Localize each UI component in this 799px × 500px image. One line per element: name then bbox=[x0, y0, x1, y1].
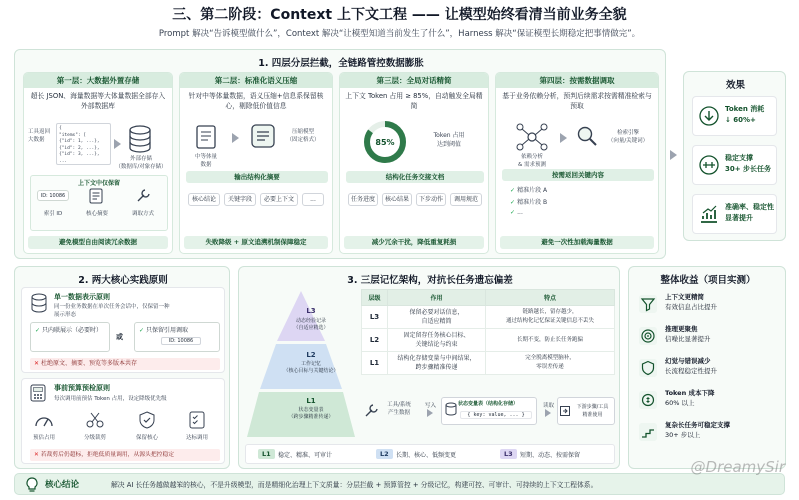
database-icon bbox=[30, 293, 48, 313]
scissors-icon bbox=[86, 411, 104, 429]
benefit-title: 上下文更精简 bbox=[665, 293, 704, 301]
next-label: 下游步骤/工具 精准使用 bbox=[576, 404, 609, 418]
effect-text: 准确率、稳定性 显著提升 bbox=[725, 203, 774, 222]
layer2-head: 第二层：标准化语义压缩 bbox=[180, 73, 332, 88]
role-cell: 固定留存任务核心目标、 关键结论与约束 bbox=[388, 329, 486, 352]
legend-badge-l1: L1 bbox=[258, 449, 275, 459]
check-icon: ✓ bbox=[510, 199, 518, 206]
model-label: 压缩模型 （固定格式） bbox=[286, 129, 320, 143]
reference-label: 只保留引用调取 bbox=[145, 327, 188, 334]
x-icon: ✕ bbox=[34, 360, 40, 367]
state-store-box bbox=[441, 397, 537, 425]
fragment-item bbox=[510, 197, 547, 206]
principle2-title: 事前预算预检原则 bbox=[54, 384, 110, 392]
network-icon bbox=[516, 123, 548, 151]
principle2-box bbox=[21, 378, 225, 464]
arrow-box-icon bbox=[560, 406, 570, 416]
checklist-icon bbox=[188, 411, 206, 429]
arrow-icon bbox=[670, 150, 677, 160]
chip: 核心结论 bbox=[188, 193, 220, 206]
principle1-bad bbox=[30, 358, 220, 370]
inline-label: 只内联展示（必要时） bbox=[41, 327, 102, 334]
layer2-card bbox=[179, 72, 333, 254]
kv-label: { key: value, ... } bbox=[460, 411, 532, 419]
layer4-head: 第四层：按需数据调取 bbox=[496, 73, 658, 88]
layer2-output-title: 输出结构化摘要 bbox=[186, 171, 328, 183]
page-title: 三、第二阶段：Context 上下文工程 —— 让模型始终看清当前业务全貌 bbox=[172, 7, 627, 23]
layer3-foot: 减少冗余干扰，降低重复耗损 bbox=[344, 236, 484, 249]
layer1-input-label: 工具返回 大数据 bbox=[28, 129, 51, 143]
effect-text: Token 消耗 ↓ 60%+ bbox=[725, 105, 765, 124]
keep-title: 上下文中仅保留 bbox=[77, 180, 120, 187]
table-row bbox=[362, 329, 615, 352]
watermark: @DreamySir bbox=[690, 458, 785, 476]
pyramid-l3-label: 动态经验记录 （自适应精选） bbox=[293, 318, 329, 331]
inline-option bbox=[30, 322, 110, 352]
down-arrow-icon bbox=[699, 106, 719, 126]
json-line: { bbox=[59, 126, 62, 131]
steps-icon bbox=[639, 423, 657, 441]
shield-icon bbox=[639, 359, 657, 377]
trait-cell: 完全脱离模型脑补， 零误差传递 bbox=[486, 352, 615, 375]
token-gauge bbox=[362, 119, 408, 165]
table-row bbox=[362, 352, 615, 375]
memory-table bbox=[361, 289, 615, 375]
benefit-text: 有效信息占比提升 bbox=[665, 303, 717, 311]
table-header: 作用 bbox=[388, 290, 486, 306]
effect-title: 效果 bbox=[725, 80, 745, 91]
layer1-desc: 超长 JSON、海量数据等大体量数据全部存入外部数据库 bbox=[30, 92, 166, 110]
layer3-card bbox=[339, 72, 489, 254]
id-sample: ID: 10086 bbox=[37, 190, 69, 201]
lightbulb-icon bbox=[25, 477, 39, 493]
benefit-item bbox=[639, 324, 775, 350]
arrow-icon bbox=[114, 139, 121, 149]
benefit-item bbox=[639, 388, 775, 414]
benefit-title: Token 成本下降 bbox=[665, 389, 715, 397]
role-cell: 保留必要对话信息， 自适应精简 bbox=[388, 306, 486, 329]
growth-chart-icon bbox=[699, 204, 719, 224]
step-label: 分级裁剪 bbox=[83, 435, 106, 441]
json-snippet bbox=[56, 123, 111, 165]
check-icon: ✓ bbox=[510, 209, 518, 216]
json-line: {"id": 3, ...}, bbox=[59, 152, 100, 157]
json-line: "items": [ bbox=[59, 132, 87, 138]
effect-item bbox=[692, 96, 777, 136]
bad-text: 杜绝原文、摘要、预览等多版本共存 bbox=[40, 360, 137, 367]
gauge-percent: 85% bbox=[375, 138, 395, 147]
level-cell: L1 bbox=[362, 352, 388, 375]
arrow-icon bbox=[560, 133, 567, 143]
legend-text: 稳定、精准、可审计 bbox=[278, 452, 333, 459]
check-icon: ✓ bbox=[139, 327, 145, 334]
flow-read-label: 读取 bbox=[543, 403, 555, 409]
chip: 下步动作 bbox=[416, 193, 446, 206]
layer4-foot: 避免一次性加载海量数据 bbox=[500, 236, 654, 249]
compress-model-icon bbox=[250, 123, 276, 149]
section2-title: 2. 两大核心实践原则 bbox=[78, 275, 168, 286]
store-label: 状态变量表（结构化存储） bbox=[458, 401, 519, 407]
conclusion-text: 解决 AI 长任务越做越笨的核心，不是升级模型，而是精细化治理上下文质量：分层拦截 + 预算管控 + 分级记忆，构建可控、可审计、可持续的上下文工程体系。 bbox=[111, 481, 598, 489]
role-cell: 结构化存储变量与中间结果， 跨步骤精准传递 bbox=[388, 352, 486, 375]
flow-tool-label: 工具/系统 产生数据 bbox=[387, 402, 411, 416]
step-label: 保留核心 bbox=[135, 435, 158, 441]
fragment-item bbox=[510, 185, 547, 194]
layer3-head: 第三层：全局对话精简 bbox=[340, 73, 488, 88]
pyramid-l1-code: L1 bbox=[306, 397, 316, 405]
context-keep-box bbox=[30, 175, 168, 231]
benefit-item bbox=[639, 420, 775, 446]
database-icon bbox=[128, 125, 152, 153]
level-cell: L2 bbox=[362, 329, 388, 352]
layer3-output-title: 结构化任务交接文档 bbox=[346, 171, 484, 183]
coin-icon bbox=[639, 391, 657, 409]
layer-interception-panel bbox=[14, 49, 666, 259]
benefit-item bbox=[639, 356, 775, 382]
layer3-desc: 上下文 Token 占用 ≥ 85%，自动触发全局精简 bbox=[345, 92, 483, 110]
chip: 必要上下文 bbox=[260, 193, 298, 206]
target-icon bbox=[639, 327, 657, 345]
memory-legend bbox=[245, 444, 615, 464]
level-cell: L3 bbox=[362, 306, 388, 329]
engine-label: 检索引擎 （向量/关键词） bbox=[607, 130, 649, 144]
principle2-desc: 每次调用前预估 Token 占用，设定降级优先级 bbox=[54, 396, 167, 402]
x-icon: ✕ bbox=[34, 452, 39, 458]
fragment-more: ... bbox=[517, 209, 523, 216]
benefits-panel bbox=[628, 266, 786, 469]
database-icon bbox=[445, 402, 457, 416]
section4-title: 整体收益（项目实测） bbox=[660, 275, 756, 286]
or-label: 或 bbox=[116, 333, 123, 341]
chip: 调用规范 bbox=[450, 193, 482, 206]
trait-cell: 长期不变，防止长任务跑偏 bbox=[486, 329, 615, 352]
benefit-title: 幻觉与错误减少 bbox=[665, 357, 711, 365]
principles-panel bbox=[14, 266, 230, 469]
keep-item-summary: 核心摘要 bbox=[85, 211, 108, 217]
benefit-text: 信噪比显著提升 bbox=[665, 335, 711, 343]
step-label: 预估占用 bbox=[32, 435, 55, 441]
document-icon bbox=[89, 188, 103, 204]
layer4-card bbox=[495, 72, 659, 254]
conclusion-bar bbox=[14, 473, 785, 495]
pyramid-l1-label: 状态变量表 （跨步骤精准传递） bbox=[288, 407, 334, 420]
layer1-head: 第一层：大数据外置存储 bbox=[24, 73, 172, 88]
pyramid-l2-code: L2 bbox=[306, 351, 316, 359]
arrow-icon bbox=[427, 409, 433, 417]
section1-title: 1. 四层分层拦截，全链路管控数据膨胀 bbox=[258, 58, 424, 69]
bad-text: 若裁剪后仍超标，拒绝低质量调用，从源头把控稳定 bbox=[40, 452, 175, 458]
benefit-title: 复杂长任务可稳定支撑 bbox=[665, 421, 730, 429]
reference-option bbox=[134, 322, 220, 352]
fragment-item bbox=[510, 209, 523, 216]
principle1-title: 单一数据表示原则 bbox=[54, 293, 110, 301]
legend-badge-l3: L3 bbox=[500, 449, 517, 459]
conclusion-title: 核心结论 bbox=[45, 480, 80, 490]
legend-text: 短期、动态、按需保留 bbox=[520, 452, 581, 459]
flow-write-label: 写入 bbox=[425, 403, 437, 409]
keep-item-method: 调取方式 bbox=[131, 211, 154, 217]
storage-label: 外部存储 （数据库/对象存储） bbox=[115, 156, 167, 170]
fragment-a: 精准片段 A bbox=[517, 187, 548, 194]
principle1-box bbox=[21, 287, 225, 373]
check-icon: ✓ bbox=[510, 187, 518, 194]
arrow-icon bbox=[232, 133, 239, 143]
check-icon: ✓ bbox=[35, 327, 41, 334]
keep-item-index: 索引 ID bbox=[43, 211, 63, 217]
chip: 关键字段 bbox=[224, 193, 256, 206]
effect-item bbox=[692, 145, 777, 185]
step-label: 达标调用 bbox=[185, 435, 208, 441]
memory-panel bbox=[238, 266, 620, 469]
pyramid-l3-code: L3 bbox=[306, 307, 316, 315]
calculator-icon bbox=[30, 384, 46, 402]
id-sample: ID: 10086 bbox=[161, 337, 201, 345]
benefit-text: 长流程稳定性提升 bbox=[665, 367, 717, 375]
principle1-desc: 同一份业务数据在单次任务会话中，仅保留一种展示形态 bbox=[54, 304, 170, 318]
legend-badge-l2: L2 bbox=[376, 449, 393, 459]
search-engine-icon bbox=[576, 125, 598, 147]
chip: 任务进度 bbox=[348, 193, 378, 206]
chip: 核心结果 bbox=[382, 193, 412, 206]
layer2-input-label: 中等体量 数据 bbox=[194, 154, 217, 168]
page-subtitle: Prompt 解决“告诉模型做什么”，Context 解决“让模型知道当前发生了什么”，Harness 解决“保证模型长期稳定把事情做完”。 bbox=[158, 29, 641, 39]
table-header: 层级 bbox=[362, 290, 388, 306]
layer4-desc: 基于业务依赖分析，预判后续需求按需精准检索与预取 bbox=[502, 92, 652, 110]
benefit-text: 30+ 步以上 bbox=[665, 431, 701, 439]
json-line: {"id": 2, ...}, bbox=[59, 145, 100, 151]
json-line: {"id": 1, ...}, bbox=[59, 139, 100, 144]
layer1-card bbox=[23, 72, 173, 254]
benefit-title: 推理更聚焦 bbox=[665, 325, 698, 333]
shield-check-icon bbox=[138, 411, 156, 429]
json-line: ... bbox=[59, 158, 68, 164]
timeline-icon bbox=[699, 155, 719, 175]
layer4-output-title: 按需返回关键内容 bbox=[502, 169, 654, 181]
funnel-icon bbox=[639, 295, 657, 313]
layer1-foot: 避免模型自由阅读冗余数据 bbox=[28, 236, 168, 249]
tool-icon bbox=[363, 403, 379, 419]
section3-title: 3. 三层记忆架构，对抗长任务遗忘偏差 bbox=[347, 275, 513, 286]
gauge-icon bbox=[34, 411, 54, 429]
downstream-box bbox=[557, 397, 615, 425]
table-header: 特点 bbox=[486, 290, 615, 306]
chip: ... bbox=[302, 193, 324, 206]
fragment-b: 精准片段 B bbox=[517, 199, 548, 206]
layer2-foot: 失败降级 + 原文追溯机制保障稳定 bbox=[184, 236, 328, 249]
effect-panel bbox=[683, 71, 786, 241]
threshold-label: Token 占用 达到阈值 bbox=[433, 132, 465, 148]
legend-text: 长期、核心、低频变更 bbox=[396, 452, 457, 459]
effect-text: 稳定支撑 30+ 步长任务 bbox=[725, 154, 772, 173]
dep-label: 依赖分析 & 需求预测 bbox=[517, 154, 547, 168]
table-row bbox=[362, 306, 615, 329]
benefit-item bbox=[639, 292, 775, 318]
arrow-icon bbox=[545, 409, 551, 417]
pyramid-l2-label: 工作记忆 （核心目标与关键结论） bbox=[283, 361, 339, 374]
layer2-desc: 针对中等体量数据，语义压缩+信息系保留核心，剔除低价值信息 bbox=[188, 92, 324, 110]
wrench-icon bbox=[135, 188, 151, 204]
effect-item bbox=[692, 194, 777, 234]
benefit-text: 60% 以上 bbox=[665, 399, 695, 407]
principle2-bad bbox=[30, 449, 220, 461]
document-icon bbox=[196, 125, 216, 149]
trait-cell: 链路越长，留存越少， 通过结构化记忆保证关键信息不丢失 bbox=[486, 306, 615, 329]
